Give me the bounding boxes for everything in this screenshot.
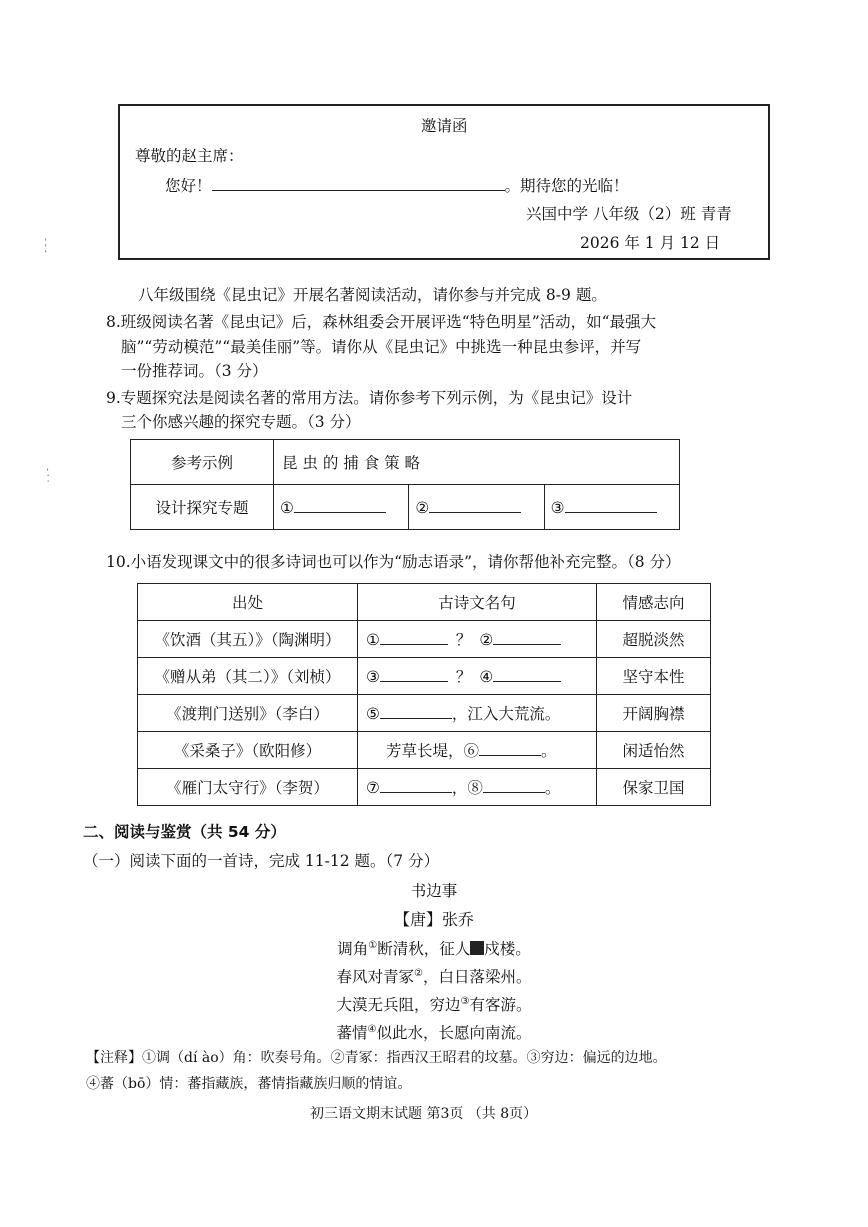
answer-blank[interactable]: [380, 667, 448, 682]
q8-line1: 8.班级阅读名著《昆虫记》后，森林组委会开展评选“特色明星”活动，如“最强大: [106, 313, 657, 331]
verse-text: ⑤: [366, 705, 380, 723]
poem-line-1: [0, 935, 868, 960]
q10-table: [137, 583, 711, 806]
verse-text: 戍楼。: [484, 940, 531, 959]
table-row: [138, 658, 711, 695]
q9-slot-3[interactable]: [544, 485, 679, 530]
invitation-closing: 。期待您的光临！: [504, 177, 629, 195]
q10-header-emotion: 情感志向: [597, 584, 711, 621]
invitation-title: 邀请函: [421, 117, 468, 135]
verse-text: 有客游。: [469, 996, 532, 1015]
q9-line1: 9.专题探究法是阅读名著的常用方法。请你参考下列示例，为《昆虫记》设计: [106, 389, 633, 407]
page-footer: 初三语文期末试题 第3页 （共 8页）: [310, 1106, 538, 1122]
verse-text: 。: [541, 742, 557, 760]
q9-table: [130, 439, 680, 530]
q8-line2: 脑”“劳动模范”“最美佳丽”等。请你从《昆虫记》中挑选一种昆虫参评，并写: [121, 338, 642, 356]
verse-text: ，江入大荒流。: [451, 705, 561, 723]
q10-header-line: 古诗文名句: [358, 584, 597, 621]
answer-blank[interactable]: [565, 498, 657, 513]
q9-row1-value: 昆 虫 的 捕 食 策 略: [274, 440, 680, 485]
q10-emotion: 保家卫国: [597, 769, 711, 806]
answer-blank[interactable]: [429, 498, 521, 513]
verse-text: ？: [455, 631, 472, 649]
answer-blank[interactable]: [380, 630, 448, 645]
notes-line-1: 【注释】①调（dí ào）角：吹奏号角。②青冢：指西汉王昭君的坟墓。③穷边：偏远的边地。: [86, 1050, 667, 1066]
poem-line-4: [0, 1019, 868, 1044]
invitation-body: [165, 175, 629, 197]
verse-text: 似此水，长愿向南流。: [376, 1024, 532, 1043]
q10-source: 《渡荆门送别》（李白）: [138, 695, 358, 732]
ink-blot: [470, 941, 484, 955]
verse-text: ②: [479, 631, 494, 649]
q10-header-source: 出处: [138, 584, 358, 621]
verse-text: 断清秋，征人: [377, 940, 471, 959]
q9-slot-1[interactable]: [274, 485, 409, 530]
invitation-date: 2026 年 1 月 12 日: [580, 234, 721, 252]
q10-emotion: 坚守本性: [597, 658, 711, 695]
invitation-signature: 兴国中学 八年级（2）班 青青: [526, 205, 732, 223]
q9-slot-num: ①: [280, 498, 294, 517]
q9-row1-label: 参考示例: [131, 440, 274, 485]
verse-text: ？: [455, 668, 472, 686]
verse-text: 。: [544, 779, 561, 797]
q10-verse: [358, 732, 597, 769]
verse-text: 蕃情: [336, 1024, 368, 1043]
verse-text: ①: [366, 631, 380, 649]
note-marker: ①: [368, 940, 378, 951]
verse-text: 大漠无兵阻，穷边: [336, 996, 461, 1015]
q10-emotion: 超脱淡然: [597, 621, 711, 658]
invitation-greeting: 您好！: [165, 177, 212, 195]
poem-title: 书边事: [410, 882, 458, 900]
answer-blank[interactable]: [380, 704, 452, 719]
verse-text: ④: [479, 668, 494, 686]
note-marker: ④: [367, 1024, 377, 1035]
poem-author: 【唐】张乔: [393, 910, 474, 929]
note-marker: ③: [460, 996, 470, 1007]
q10-source: 《采桑子》（欧阳修）: [138, 732, 358, 769]
invitation-salutation: 尊敬的赵主席：: [135, 147, 244, 165]
invitation-blank[interactable]: [212, 176, 505, 191]
subsection-heading: （一）阅读下面的一首诗，完成 11-12 题。（7 分）: [83, 852, 440, 870]
table-row: [138, 769, 711, 806]
verse-text: ⑦: [366, 779, 380, 797]
table-row: [138, 621, 711, 658]
q10-source: 《饮酒（其五）》（陶渊明）: [138, 621, 358, 658]
note-marker: ②: [414, 968, 423, 979]
table-row: [138, 695, 711, 732]
q10-verse: [358, 695, 597, 732]
q9-line2: 三个你感兴趣的探究专题。（3 分）: [121, 413, 361, 431]
section-heading: 二、阅读与鉴赏（共 54 分）: [83, 823, 286, 841]
poem-line-2: [0, 963, 868, 988]
edge-mark: - · ·: [42, 468, 52, 483]
edge-mark: - - -: [40, 238, 50, 253]
answer-blank[interactable]: [380, 778, 452, 793]
answer-blank[interactable]: [294, 498, 386, 513]
q10-verse: [358, 769, 597, 806]
answer-blank[interactable]: [483, 778, 545, 793]
q9-slot-2[interactable]: [409, 485, 544, 530]
q10-line: 10.小语发现课文中的很多诗词也可以作为“励志语录”，请你帮他补充完整。（8 分）: [106, 553, 681, 571]
q8-line3: 一份推荐词。（3 分）: [121, 362, 268, 380]
verse-text: ，⑧: [451, 779, 483, 797]
verse-text: 调角: [337, 940, 369, 959]
q9-slot-num: ③: [550, 498, 565, 517]
q10-emotion: 开阔胸襟: [597, 695, 711, 732]
notes-line-2: ④蕃（bō）情：蕃指藏族，蕃情指藏族归顺的情谊。: [86, 1076, 412, 1092]
answer-blank[interactable]: [493, 667, 561, 682]
poem-line-3: [0, 991, 868, 1016]
intro-text: 八年级围绕《昆虫记》开展名著阅读活动，请你参与并完成 8-9 题。: [138, 286, 607, 304]
answer-blank[interactable]: [479, 741, 541, 756]
verse-text: ③: [366, 668, 380, 686]
q10-source: 《赠从弟（其二）》（刘桢）: [138, 658, 358, 695]
q10-verse: [358, 621, 597, 658]
verse-text: 芳草长堤，⑥: [386, 742, 480, 760]
verse-text: 春风对青冢: [336, 968, 415, 987]
table-row: [138, 732, 711, 769]
q9-slot-num: ②: [415, 498, 430, 517]
q10-emotion: 闲适怡然: [597, 732, 711, 769]
q10-source: 《雁门太守行》（李贺）: [138, 769, 358, 806]
answer-blank[interactable]: [493, 630, 561, 645]
q10-verse: [358, 658, 597, 695]
verse-text: ，白日落梁州。: [422, 968, 532, 987]
q9-row2-label: 设计探究专题: [131, 485, 274, 530]
